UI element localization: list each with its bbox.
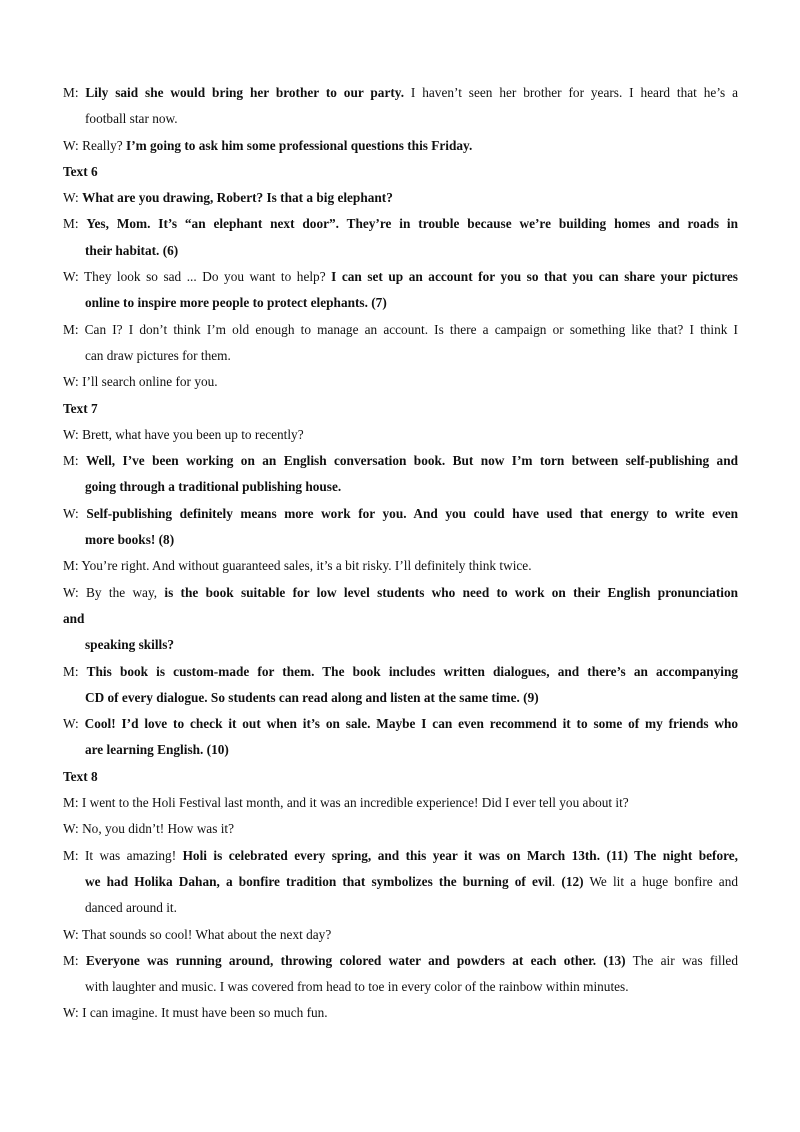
transcript-line bbox=[63, 343, 738, 369]
transcript-line bbox=[63, 843, 738, 869]
text-segment: W: Brett, what have you been up to recently? bbox=[63, 426, 304, 442]
transcript-line bbox=[63, 369, 738, 395]
bold-text-segment: their habitat. (6) bbox=[85, 242, 179, 258]
bold-text-segment: is the book suitable for low level students who need to work on their English pronunciation bbox=[164, 584, 738, 600]
transcript-line bbox=[63, 632, 738, 658]
transcript-line bbox=[63, 922, 738, 948]
transcript-line bbox=[63, 238, 738, 264]
transcript-line bbox=[63, 422, 738, 448]
bold-text-segment: more books! (8) bbox=[85, 532, 175, 548]
bold-text-segment: Holi is celebrated every spring, and this year it was on March 13th. (11) The night before, bbox=[182, 847, 738, 863]
text-segment: W: bbox=[63, 505, 87, 521]
text-segment: can draw pictures for them. bbox=[85, 347, 231, 363]
text-segment: I haven’t seen her brother for years. I heard that he’s a bbox=[404, 85, 738, 100]
bold-text-segment: Text 6 bbox=[63, 163, 98, 179]
text-segment: with laughter and music. I was covered from head to toe in every color of the rainbow within minutes. bbox=[85, 979, 629, 995]
bold-text-segment: Text 7 bbox=[63, 400, 98, 416]
text-segment: M: bbox=[63, 663, 87, 679]
text-segment: M: Can I? I don’t think I’m old enough to manage an account. Is there a campaign or something like that? I think I bbox=[63, 321, 738, 337]
bold-text-segment: speaking skills? bbox=[85, 637, 175, 653]
text-segment: danced around it. bbox=[85, 900, 177, 916]
transcript-line bbox=[63, 474, 738, 500]
transcript-line bbox=[63, 974, 738, 1000]
text-segment: M: bbox=[63, 85, 86, 100]
bold-text-segment: CD of every dialogue. So students can read along and listen at the same time. (9) bbox=[85, 689, 539, 705]
section-heading bbox=[63, 396, 738, 422]
text-segment: M: bbox=[63, 952, 86, 968]
transcript-line bbox=[63, 790, 738, 816]
bold-text-segment: and bbox=[63, 610, 85, 626]
text-segment: M: bbox=[63, 216, 87, 232]
transcript-line bbox=[63, 659, 738, 685]
bold-text-segment: Lily said she would bring her brother to our party. bbox=[85, 85, 405, 100]
transcript-line bbox=[63, 1000, 738, 1026]
transcript-line bbox=[63, 711, 738, 737]
transcript-line bbox=[63, 264, 738, 290]
text-segment: W: Really? bbox=[63, 137, 127, 153]
bold-text-segment: Text 8 bbox=[63, 768, 98, 784]
transcript-line bbox=[63, 317, 738, 343]
bold-text-segment: (12) bbox=[561, 873, 584, 889]
transcript-line bbox=[63, 737, 738, 763]
transcript-line bbox=[63, 685, 738, 711]
transcript-line bbox=[63, 527, 738, 553]
bold-text-segment: What are you drawing, Robert? Is that a big elephant? bbox=[82, 190, 393, 206]
bold-text-segment: Cool! I’d love to check it out when it’s on sale. Maybe I can even recommend it to some of my friends who bbox=[84, 716, 739, 732]
text-segment: We lit a huge bonfire and bbox=[583, 873, 738, 889]
transcript-line bbox=[63, 580, 738, 606]
text-segment: W: bbox=[63, 190, 83, 206]
text-segment: W: I’ll search online for you. bbox=[63, 374, 218, 390]
text-segment: W: They look so sad ... Do you want to help? bbox=[63, 269, 332, 285]
bold-text-segment: going through a traditional publishing house. bbox=[85, 479, 342, 495]
text-segment: W: That sounds so cool! What about the next day? bbox=[63, 926, 332, 942]
section-heading bbox=[63, 764, 738, 790]
transcript-line bbox=[63, 106, 738, 132]
section-heading bbox=[63, 159, 738, 185]
text-segment: . bbox=[551, 873, 562, 889]
transcript-line bbox=[63, 133, 738, 159]
bold-text-segment: we had Holika Dahan, a bonfire tradition that symbolizes the burning of evil bbox=[85, 873, 552, 889]
bold-text-segment: I’m going to ask him some professional questions this Friday. bbox=[126, 137, 473, 153]
text-segment: football star now. bbox=[85, 111, 178, 127]
text-segment: M: I went to the Holi Festival last month, and it was an incredible experience! Did I ever tell you about it? bbox=[63, 795, 629, 811]
transcript-line bbox=[63, 553, 738, 579]
transcript-line bbox=[63, 185, 738, 211]
text-segment: W: bbox=[63, 716, 85, 732]
text-segment: M: You’re right. And without guaranteed sales, it’s a bit risky. I’ll definitely think twice. bbox=[63, 558, 532, 574]
transcript-line bbox=[63, 80, 738, 106]
transcript-line bbox=[63, 895, 738, 921]
bold-text-segment: are learning English. (10) bbox=[85, 742, 229, 758]
transcript-line bbox=[63, 948, 738, 974]
transcript-line bbox=[63, 211, 738, 237]
text-segment: M: bbox=[63, 453, 86, 469]
text-segment: The air was filled bbox=[625, 952, 738, 968]
transcript bbox=[63, 80, 738, 1027]
text-segment: W: No, you didn’t! How was it? bbox=[63, 821, 234, 837]
bold-text-segment: This book is custom-made for them. The book includes written dialogues, and there’s an accompanying bbox=[86, 663, 739, 679]
bold-text-segment: I can set up an account for you so that you can share your pictures bbox=[331, 269, 738, 285]
transcript-line bbox=[63, 606, 738, 632]
transcript-line bbox=[63, 448, 738, 474]
bold-text-segment: Everyone was running around, throwing colored water and powders at each other. (13) bbox=[85, 952, 626, 968]
bold-text-segment: online to inspire more people to protect elephants. (7) bbox=[85, 295, 387, 311]
text-segment: W: I can imagine. It must have been so much fun. bbox=[63, 1005, 328, 1021]
transcript-line bbox=[63, 816, 738, 842]
bold-text-segment: Yes, Mom. It’s “an elephant next door”. They’re in trouble because we’re building homes and roads in bbox=[86, 216, 738, 232]
transcript-line bbox=[63, 290, 738, 316]
transcript-line bbox=[63, 869, 738, 895]
bold-text-segment: Well, I’ve been working on an English conversation book. But now I’m torn between self-publishing and bbox=[85, 453, 738, 469]
text-segment: M: It was amazing! bbox=[63, 847, 183, 863]
bold-text-segment: Self-publishing definitely means more work for you. And you could have used that energy to write even bbox=[86, 505, 738, 521]
transcript-line bbox=[63, 501, 738, 527]
text-segment: W: By the way, bbox=[63, 584, 165, 600]
